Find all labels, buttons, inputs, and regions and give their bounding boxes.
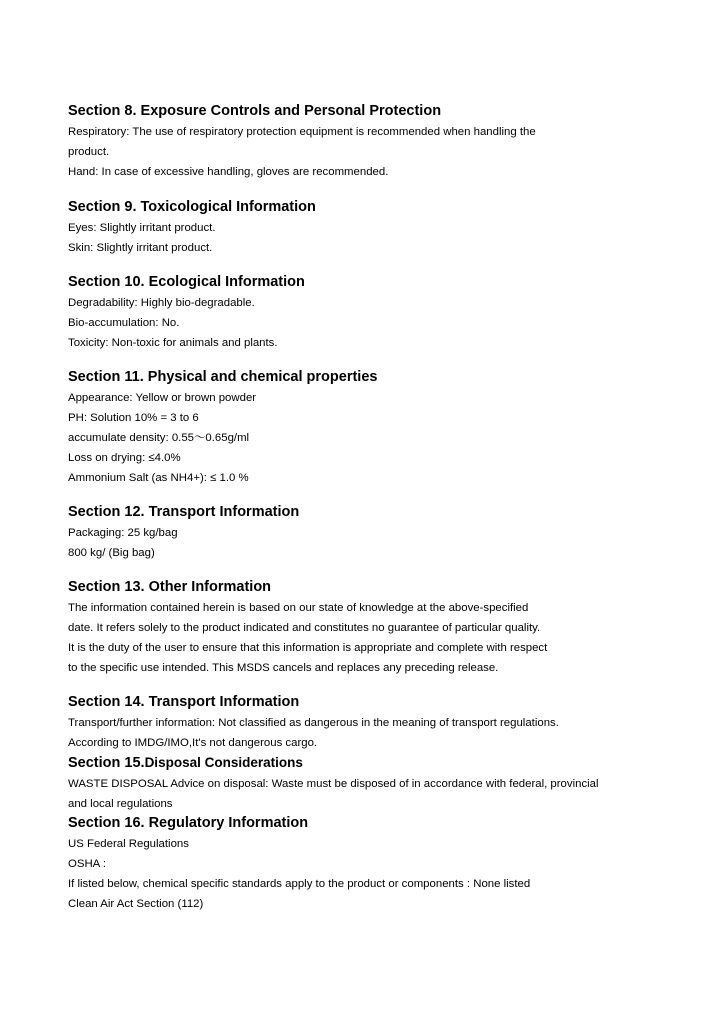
- section-line: The information contained herein is based on our state of knowledge at the above‐specified: [68, 602, 529, 614]
- section-number: Section 15.: [68, 755, 145, 771]
- section-line: Appearance: Yellow or brown powder: [68, 392, 257, 404]
- section-heading: Section 13. Other Information: [68, 579, 272, 595]
- section-heading: Section 9. Toxicological Information: [68, 199, 316, 215]
- document-page: [68, 102, 708, 914]
- section-15: [68, 753, 708, 814]
- section-line: Eyes: Slightly irritant product.: [68, 222, 216, 234]
- section-heading: Section 10. Ecological Information: [68, 274, 305, 290]
- section-line: to the specific use intended. This MSDS cancels and replaces any preceding release.: [68, 662, 499, 674]
- section-line: Toxicity: Non-toxic for animals and plants.: [68, 337, 278, 349]
- section-8: [68, 102, 708, 182]
- section-heading: Section 16. Regulatory Information: [68, 815, 309, 831]
- section-line: Skin: Slightly irritant product.: [68, 242, 213, 254]
- section-line: Hand: In case of excessive handling, gloves are recommended.: [68, 166, 389, 178]
- section-line: WASTE DISPOSAL Advice on disposal: Waste must be disposed of in accordance with federal, provincial: [68, 778, 599, 790]
- section-12: [68, 503, 708, 563]
- section-line: product.: [68, 146, 110, 158]
- section-line: Ammonium Salt (as NH4+): ≤ 1.0 %: [68, 472, 249, 484]
- section-line: It is the duty of the user to ensure that this information is appropriate and complete with respect: [68, 642, 548, 654]
- section-line: PH: Solution 10% = 3 to 6: [68, 412, 199, 424]
- section-heading: [68, 753, 708, 773]
- section-line: accumulate density: 0.55～0.65g/ml: [68, 432, 250, 444]
- section-11: [68, 368, 708, 488]
- section-13: [68, 578, 708, 678]
- section-heading: Section 8. Exposure Controls and Personal Protection: [68, 103, 442, 119]
- section-title: Disposal Considerations: [144, 755, 303, 770]
- section-heading: Section 12. Transport Information: [68, 504, 300, 520]
- section-line: Degradability: Highly bio-degradable.: [68, 297, 255, 309]
- section-line: date. It refers solely to the product indicated and constitutes no guarantee of particular quality.: [68, 622, 541, 634]
- section-line: If listed below, chemical specific standards apply to the product or components : None listed: [68, 878, 531, 890]
- section-line: OSHA :: [68, 858, 106, 870]
- section-line: Respiratory: The use of respiratory protection equipment is recommended when handling the: [68, 126, 536, 138]
- section-line: Transport/further information: Not classified as dangerous in the meaning of transport regulations.: [68, 717, 559, 729]
- section-line: Bio-accumulation: No.: [68, 317, 180, 329]
- section-line: US Federal Regulations: [68, 838, 189, 850]
- section-10: [68, 273, 708, 353]
- section-line: and local regulations: [68, 798, 173, 810]
- section-line: According to IMDG/IMO,It's not dangerous cargo.: [68, 737, 318, 749]
- section-line: Clean Air Act Section (112): [68, 898, 204, 910]
- section-line: Packaging: 25 kg/bag: [68, 527, 178, 539]
- section-14: [68, 693, 708, 753]
- section-heading: Section 14. Transport Information: [68, 694, 300, 710]
- section-heading: Section 11. Physical and chemical properties: [68, 369, 378, 385]
- section-9: [68, 198, 708, 258]
- section-16: [68, 814, 708, 914]
- section-line: Loss on drying: ≤4.0%: [68, 452, 181, 464]
- section-line: 800 kg/ (Big bag): [68, 547, 155, 559]
